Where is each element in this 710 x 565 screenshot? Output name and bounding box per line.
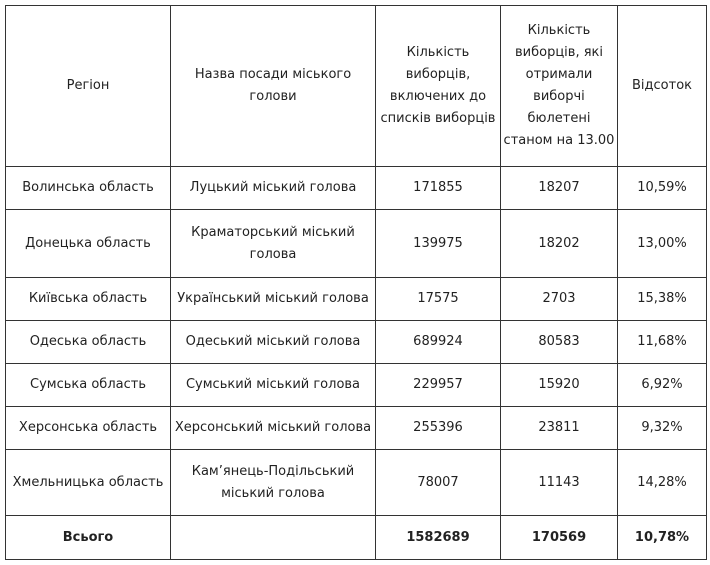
table-total-row (6, 516, 707, 560)
cell-region: Сумська область (6, 364, 171, 407)
cell-percent: 10,59% (618, 167, 707, 210)
table-row (6, 167, 707, 210)
cell-position: Краматорський міський голова (171, 210, 376, 278)
cell-voters-listed: 139975 (376, 210, 501, 278)
total-voters-listed: 1582689 (376, 516, 501, 560)
table-row (6, 407, 707, 450)
cell-voters-received: 15920 (501, 364, 618, 407)
cell-voters-received: 18202 (501, 210, 618, 278)
cell-position: Сумський міський голова (171, 364, 376, 407)
table-row (6, 278, 707, 321)
cell-position: Херсонський міський голова (171, 407, 376, 450)
cell-region: Донецька область (6, 210, 171, 278)
header-percent: Відсоток (618, 6, 707, 167)
cell-position: Луцький міський голова (171, 167, 376, 210)
cell-region: Одеська область (6, 321, 171, 364)
cell-percent: 13,00% (618, 210, 707, 278)
cell-voters-received: 2703 (501, 278, 618, 321)
election-turnout-table (5, 5, 707, 560)
cell-voters-listed: 78007 (376, 450, 501, 516)
total-voters-received: 170569 (501, 516, 618, 560)
cell-voters-listed: 689924 (376, 321, 501, 364)
cell-region: Волинська область (6, 167, 171, 210)
cell-percent: 15,38% (618, 278, 707, 321)
table-row (6, 364, 707, 407)
header-voters-listed: Кількість виборців, включених до списків виборців (376, 6, 501, 167)
header-mayor-position: Назва посади міського голови (171, 6, 376, 167)
total-percent: 10,78% (618, 516, 707, 560)
cell-voters-listed: 229957 (376, 364, 501, 407)
cell-position: Український міський голова (171, 278, 376, 321)
total-label: Всього (6, 516, 171, 560)
cell-region: Херсонська область (6, 407, 171, 450)
header-region: Регіон (6, 6, 171, 167)
cell-voters-listed: 255396 (376, 407, 501, 450)
cell-voters-listed: 17575 (376, 278, 501, 321)
table-row (6, 321, 707, 364)
cell-region: Хмельницька область (6, 450, 171, 516)
cell-percent: 14,28% (618, 450, 707, 516)
cell-percent: 11,68% (618, 321, 707, 364)
header-voters-received-ballots: Кількість виборців, які отримали виборчі бюлетені станом на 13.00 (501, 6, 618, 167)
cell-region: Київська область (6, 278, 171, 321)
cell-voters-received: 23811 (501, 407, 618, 450)
cell-percent: 9,32% (618, 407, 707, 450)
total-position-empty (171, 516, 376, 560)
table-row (6, 450, 707, 516)
cell-voters-listed: 171855 (376, 167, 501, 210)
cell-voters-received: 11143 (501, 450, 618, 516)
cell-position: Кам’янець-Подільський міський голова (171, 450, 376, 516)
table-container (5, 5, 707, 560)
table-header-row (6, 6, 707, 167)
cell-percent: 6,92% (618, 364, 707, 407)
cell-voters-received: 18207 (501, 167, 618, 210)
table-row (6, 210, 707, 278)
cell-position: Одеський міський голова (171, 321, 376, 364)
cell-voters-received: 80583 (501, 321, 618, 364)
